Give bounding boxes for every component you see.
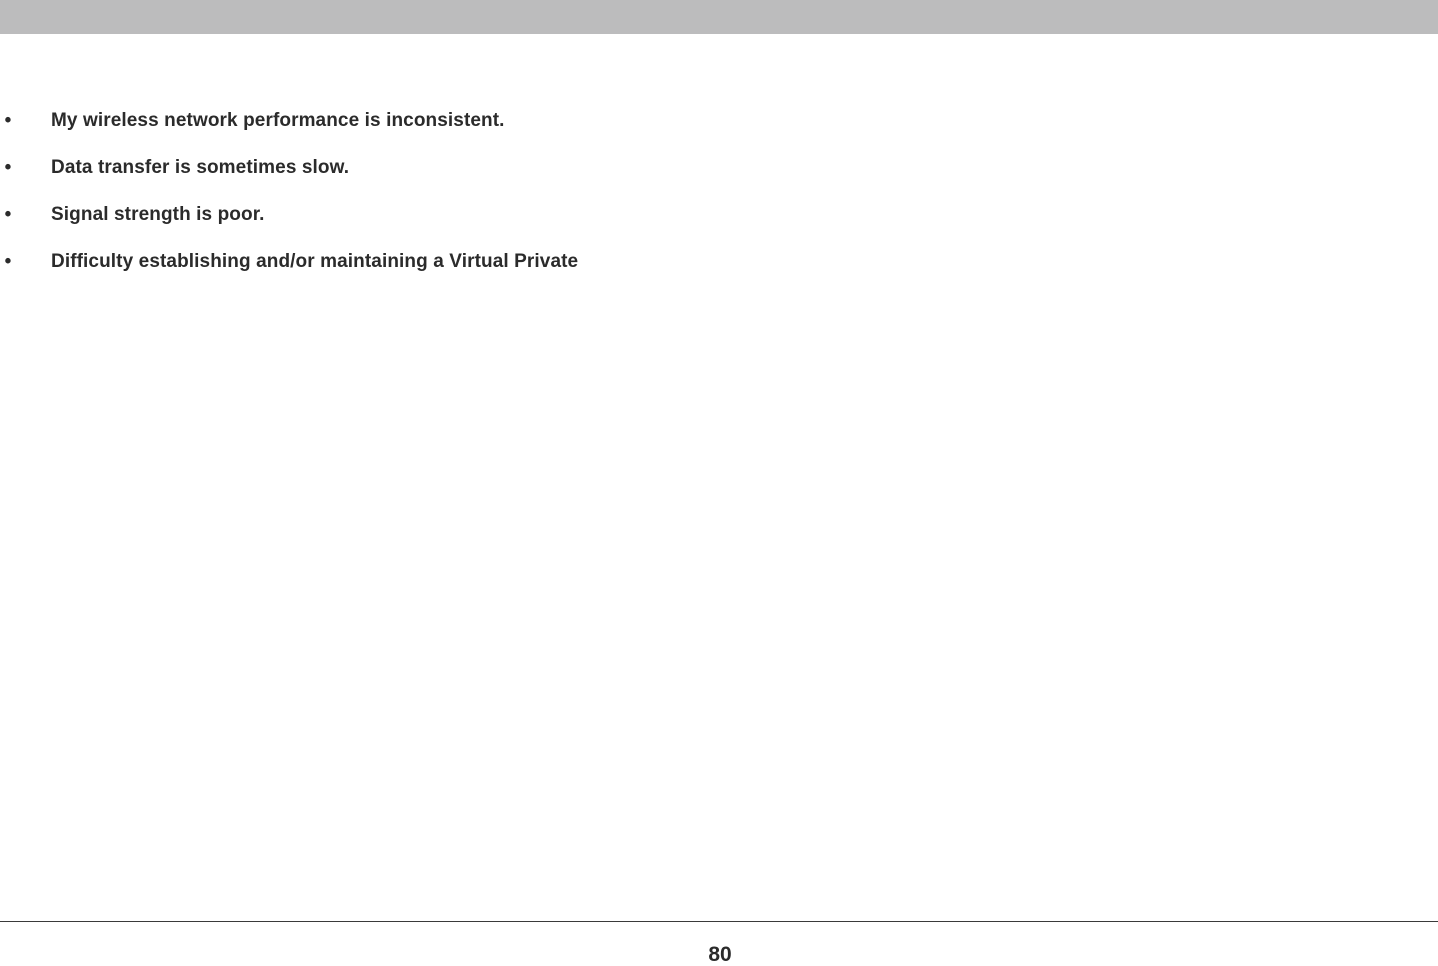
bullet-text: Difficulty establishing and/or maintaining a Virtual Private <box>51 251 579 272</box>
footer-divider <box>0 921 1438 922</box>
bullet-text: My wireless network performance is inconsistent. <box>51 110 505 131</box>
bullet-marker: • <box>4 157 12 178</box>
bullet-text: Signal strength is poor. <box>51 204 265 225</box>
bullet-marker: • <box>4 251 12 272</box>
bullet-marker: • <box>4 204 12 225</box>
page-number: 80 <box>708 943 732 966</box>
bullet-marker: • <box>4 110 12 131</box>
bullet-text: Data transfer is sometimes slow. <box>51 157 350 178</box>
header-bar <box>0 0 1438 34</box>
